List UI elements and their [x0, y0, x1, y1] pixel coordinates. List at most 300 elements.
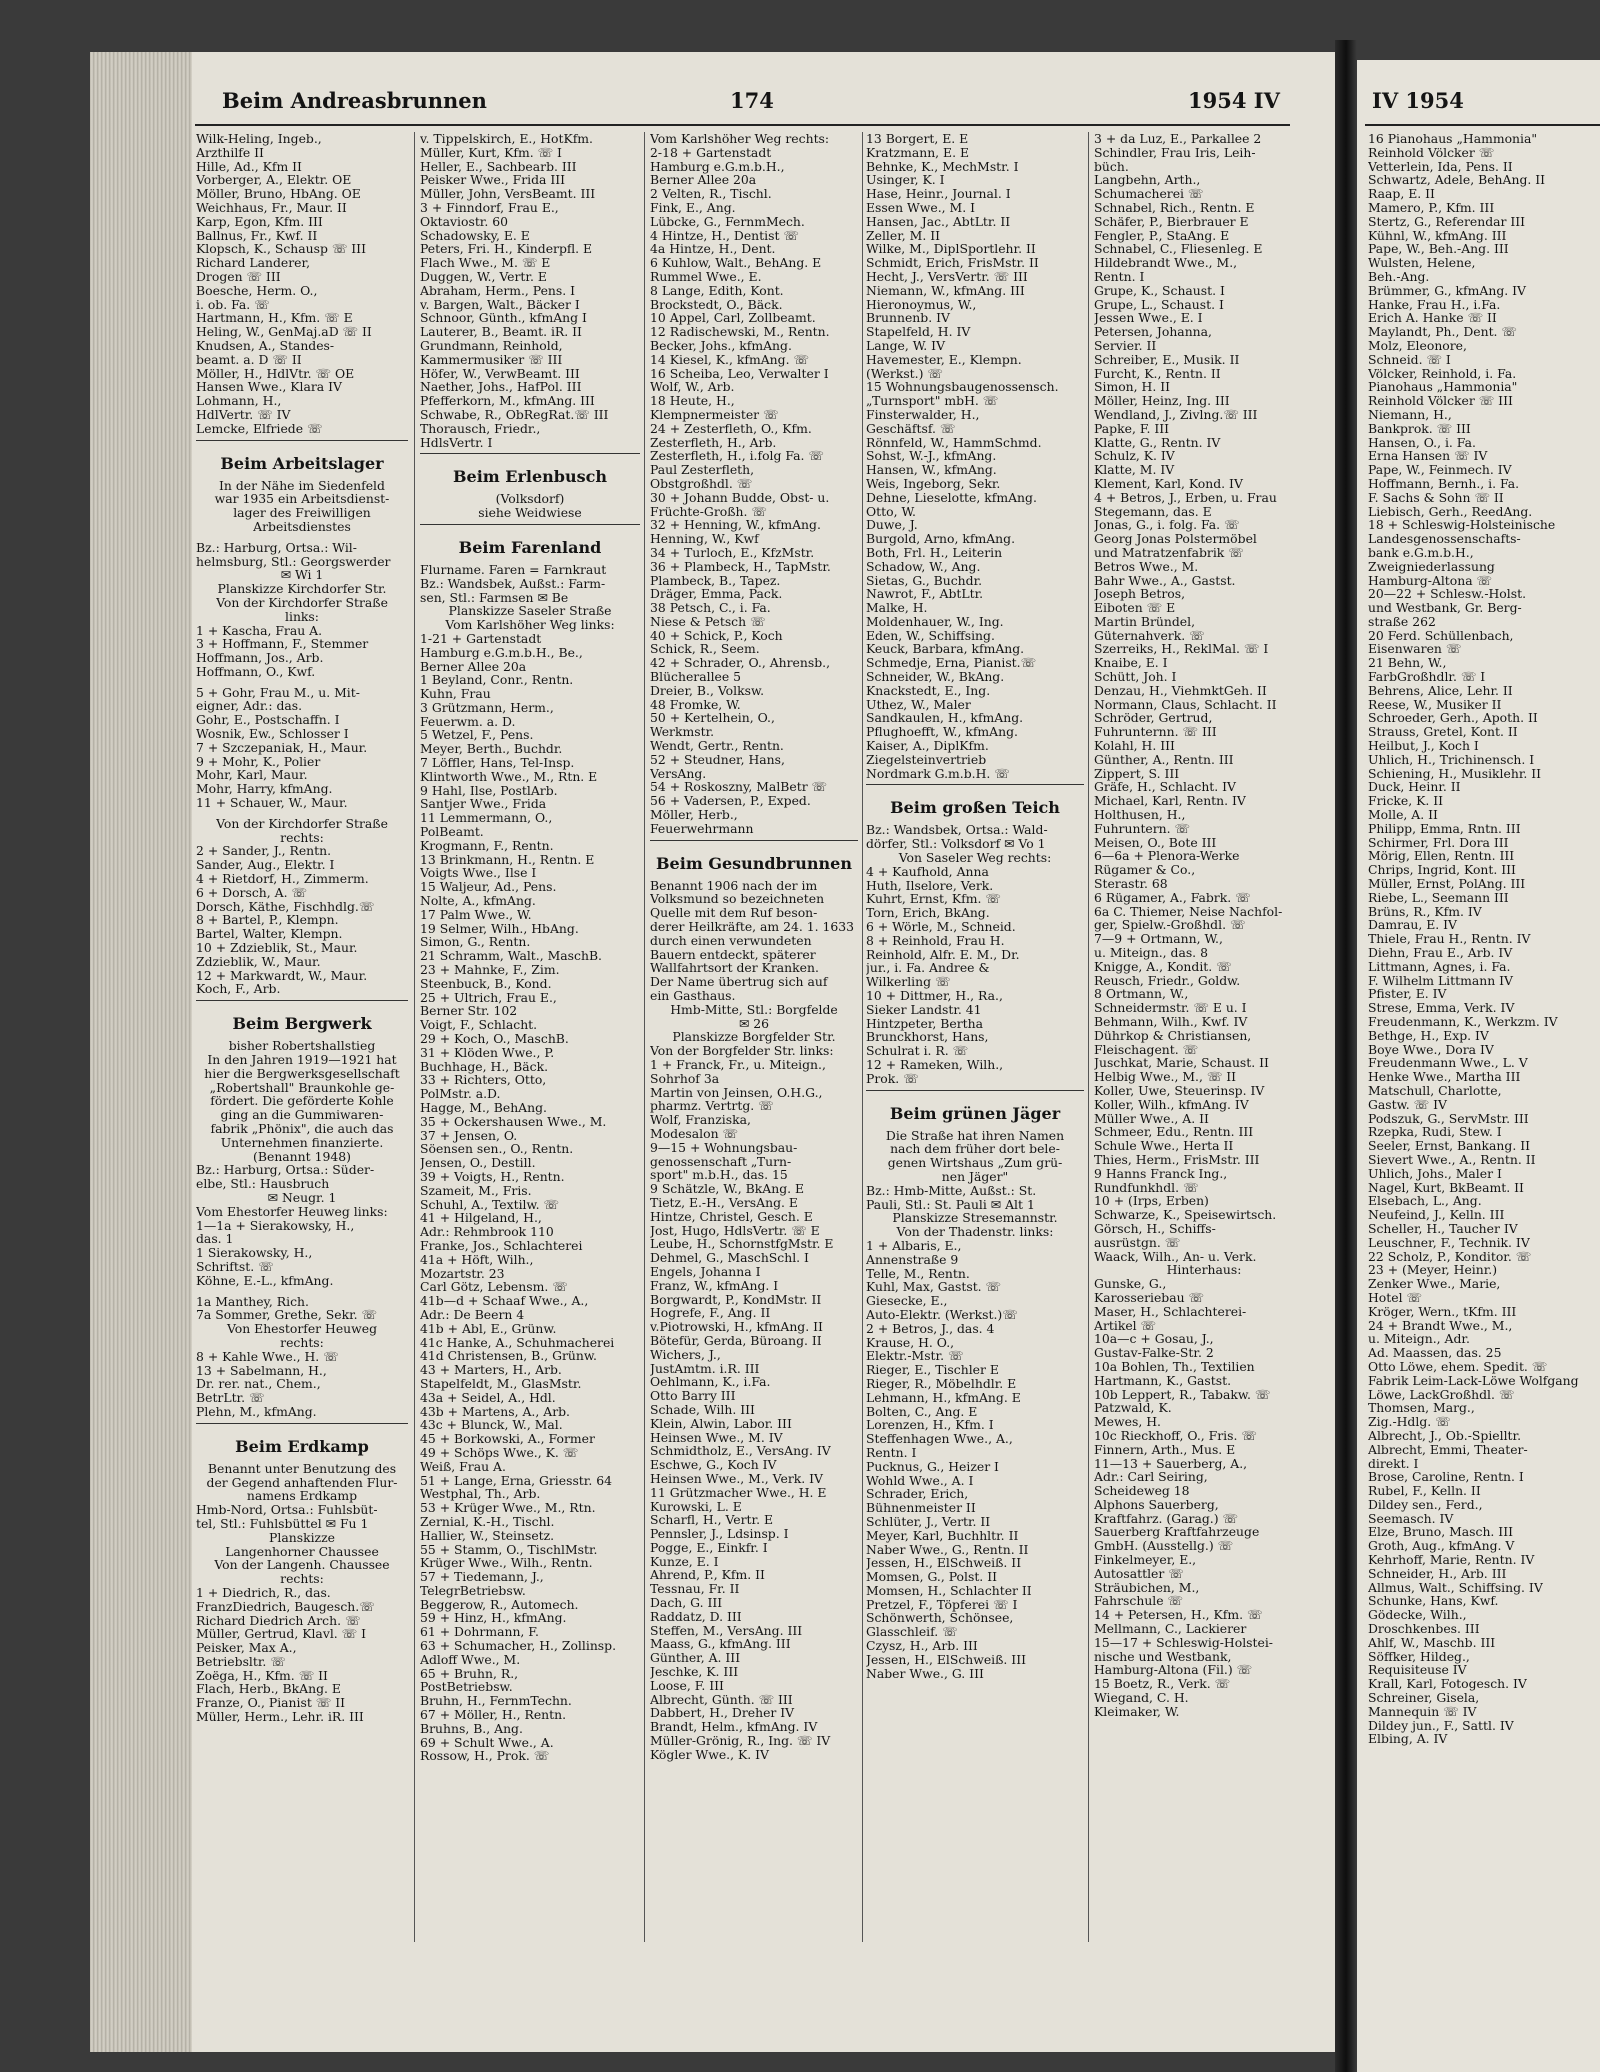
directory-line: Sandkaulen, H., kfmAng. — [866, 710, 1024, 726]
directory-line: Henning, W., Kwf — [650, 531, 759, 547]
directory-line: Adr.: Carl Seiring, — [1094, 1469, 1208, 1485]
directory-line: Fengler, P., StaAng. E — [1094, 227, 1230, 243]
directory-line: 10c Rieckhoff, O., Fris. ☏ — [1094, 1427, 1257, 1443]
directory-line: Hamburg-Altona ☏ — [1368, 572, 1493, 588]
directory-line: 19 Selmer, Wilh., HbAng. — [420, 920, 579, 936]
directory-line: Petersen, Johanna, — [1094, 324, 1212, 340]
directory-line: Schmedje, Erna, Pianist.☏ — [866, 655, 1037, 671]
section-divider — [196, 1423, 408, 1432]
directory-line: Ballnus, Fr., Kwf. II — [196, 227, 318, 243]
directory-line: Dührkop & Christiansen, — [1094, 1027, 1252, 1043]
directory-line: 9 + Mohr, K., Polier — [196, 753, 321, 769]
directory-line: Hoffmann, O., Kwf. — [196, 663, 316, 679]
directory-line: Knudsen, A., Standes- — [196, 337, 335, 353]
directory-line: 8 Ortmann, W., — [1094, 986, 1189, 1002]
directory-line: fördert. Die geförderte Kohle — [210, 1093, 394, 1109]
directory-line: Artikel ☏ — [1094, 1317, 1157, 1333]
year-marker-left: 1954 IV — [1188, 88, 1280, 113]
directory-line: In der Nähe im Siedenfeld — [219, 477, 385, 493]
directory-line: Thies, Herm., FrisMstr. III — [1094, 1151, 1260, 1167]
directory-line: Havemester, E., Klempn. — [866, 351, 1022, 367]
column-divider — [644, 132, 645, 1942]
directory-line: 36 + Plambeck, H., TapMstr. — [650, 558, 831, 574]
directory-line: 24 + Zesterfleth, O., Kfm. — [650, 420, 812, 436]
directory-column-4 — [866, 132, 1084, 1942]
directory-line: Schnoor, Günth., kfmAng I — [420, 310, 587, 326]
directory-line: Koller, Uwe, Steuerinsp. IV — [1094, 1082, 1265, 1098]
directory-line: Ahrend, P., Kfm. II — [650, 1567, 765, 1583]
directory-line: FarbGroßhdlr. ☏ I — [1368, 669, 1486, 685]
directory-line: 9 Hahl, Ilse, PostlArb. — [420, 782, 558, 798]
directory-line: Betros Wwe., M. — [1094, 558, 1199, 574]
directory-line: Lübcke, G., FernmMech. — [650, 213, 805, 229]
directory-line: 42 + Schrader, O., Ahrensb., — [650, 655, 831, 671]
directory-line: 13 + Sabelmann, H., — [196, 1362, 327, 1378]
directory-line: Scheller, H., Taucher IV — [1368, 1220, 1518, 1236]
directory-line: Loose, F. III — [650, 1677, 724, 1693]
directory-line: Buchhage, H., Bäck. — [420, 1058, 549, 1074]
page-edge — [90, 52, 192, 2052]
directory-line: 12 Radischewski, M., Rentn. — [650, 324, 830, 340]
directory-line: Hotel ☏ — [1368, 1289, 1422, 1305]
directory-line: Borgwardt, P., KondMstr. II — [650, 1291, 822, 1307]
directory-line: Knigge, A., Kondit. ☏ — [1094, 958, 1232, 974]
directory-line: Wosnik, Ew., Schlosser I — [196, 726, 349, 742]
directory-line: Grupe, L., Schaust. I — [1094, 296, 1224, 312]
directory-line: Franz, W., kfmAng. I — [650, 1277, 779, 1293]
directory-line: Rentn. I — [1094, 268, 1145, 284]
directory-line: rechts: — [280, 1571, 324, 1587]
directory-line: Zesterfleth, H., i.folg Fa. ☏ — [650, 448, 824, 464]
directory-line: Niese & Petsch ☏ — [650, 613, 766, 629]
street-heading: Beim Erlenbusch — [453, 467, 607, 487]
directory-line: Naber Wwe., G. III — [866, 1665, 984, 1681]
page-number: 174 — [730, 88, 774, 113]
street-heading: Beim großen Teich — [890, 798, 1060, 818]
directory-line: 11 Grützmacher Wwe., H. E — [650, 1484, 827, 1500]
directory-line: Telle, M., Rentn. — [866, 1265, 970, 1281]
directory-line: Hamburg-Altona (Fil.) ☏ — [1094, 1662, 1253, 1678]
directory-line: Schreiber, E., Musik. II — [1094, 351, 1240, 367]
directory-line: 39 + Voigts, H., Rentn. — [420, 1168, 565, 1184]
directory-line: Hinterhaus: — [1166, 1262, 1242, 1278]
directory-line: Gustav-Falke-Str. 2 — [1094, 1345, 1214, 1361]
directory-line: Heling, W., GenMaj.aD ☏ II — [196, 324, 372, 340]
directory-line: Uthez, W., Maler — [866, 696, 971, 712]
directory-line: Schick, R., Seem. — [650, 641, 760, 657]
directory-line: Jonas, G., i. folg. Fa. ☏ — [1094, 517, 1240, 533]
directory-line: 41b—d + Schaaf Wwe., A., — [420, 1293, 589, 1309]
directory-line: 41 + Hilgeland, H., — [420, 1210, 542, 1226]
directory-line: i. ob. Fa. ☏ — [196, 296, 270, 312]
directory-line: Flach, Herb., BkAng. E — [196, 1681, 341, 1697]
directory-line: u. Miteign., Adr. — [1368, 1331, 1470, 1347]
directory-line: ausrüstgn. ☏ — [1094, 1234, 1181, 1250]
directory-line: 4 + Rietdorf, H., Zimmerm. — [196, 871, 369, 887]
directory-line: Behrens, Alice, Lehr. II — [1368, 682, 1513, 698]
directory-line: 1 + Diedrich, R., das. — [196, 1584, 331, 1600]
directory-line: straße 262 — [1368, 613, 1436, 629]
directory-line: Meyer, Berth., Buchdr. — [420, 741, 563, 757]
directory-line: Zdzieblik, W., Maur. — [196, 953, 321, 969]
directory-line: Klatte, M. IV — [1094, 462, 1175, 478]
directory-line: In den Jahren 1919—1921 hat — [207, 1052, 397, 1068]
directory-line: Gohr, E., Postschaffn. I — [196, 712, 340, 728]
directory-line: Rossow, H., Prok. ☏ — [420, 1748, 550, 1764]
directory-column-2 — [420, 132, 640, 1942]
directory-line: Möller, H., HdlVtr. ☏ OE — [196, 365, 355, 381]
directory-line: Schneider, W., BkAng. — [866, 669, 1005, 685]
directory-line: Fricke, K. II — [1368, 793, 1444, 809]
directory-line: genossenschaft „Turn- — [650, 1153, 792, 1169]
directory-line: Moldenhauer, W., Ing. — [866, 613, 1004, 629]
directory-line: HdlsVertr. I — [420, 434, 493, 450]
directory-line: Schwarze, K., Speisewirtsch. — [1094, 1207, 1277, 1223]
directory-line: 1 + Albaris, E., — [866, 1237, 962, 1253]
directory-line: 13 Brinkmann, H., Rentn. E — [420, 851, 595, 867]
directory-line: v. Bargen, Walt., Bäcker I — [420, 296, 580, 312]
directory-line: Bolten, C., Ang. E — [866, 1403, 978, 1419]
directory-line: Pucknus, G., Heizer I — [866, 1458, 999, 1474]
directory-line: 59 + Hinz, H., kfmAng. — [420, 1610, 567, 1626]
directory-line: Stapelfeld, H. IV — [866, 324, 971, 340]
directory-line: Hildebrandt Wwe., M., — [1094, 255, 1238, 271]
directory-line: Seeler, Ernst, Bankang. II — [1368, 1138, 1530, 1154]
section-divider — [420, 453, 640, 462]
directory-line: Heller, E., Sachbearb. III — [420, 158, 577, 174]
directory-line: ger, Spielw.-Großhdl. ☏ — [1094, 917, 1246, 933]
directory-line: Giesecke, E., — [866, 1293, 948, 1309]
directory-line: 63 + Schumacher, H., Zollinsp. — [420, 1638, 617, 1654]
directory-line: Leuschner, F., Technik. IV — [1368, 1234, 1530, 1250]
directory-line: Niemann, W., kfmAng. III — [866, 282, 1025, 298]
directory-line: Bahr Wwe., A., Gastst. — [1094, 572, 1236, 588]
directory-line: 2 + Betros, J., das. 4 — [866, 1320, 995, 1336]
directory-line: u. Miteign., das. 8 — [1094, 945, 1208, 961]
directory-line: bank e.G.m.b.H., — [1368, 544, 1474, 560]
directory-line: Pape, W., Feinmech. IV — [1368, 462, 1512, 478]
directory-line: Schindler, Frau Iris, Leih- — [1094, 144, 1256, 160]
directory-line: Riebe, L., Seemann III — [1368, 889, 1509, 905]
directory-line: Lemcke, Elfriede ☏ — [196, 420, 323, 436]
directory-line: Raap, E. II — [1368, 186, 1435, 202]
directory-line: 67 + Möller, H., Rentn. — [420, 1707, 567, 1723]
directory-line: Essen Wwe., M. I — [866, 199, 975, 215]
directory-line: 51 + Lange, Erna, Griesstr. 64 — [420, 1472, 612, 1488]
directory-line: 34 + Turloch, E., KfzMstr. — [650, 544, 815, 560]
directory-line: „Turnsport" mbH. ☏ — [866, 393, 999, 409]
directory-line: der Gegend anhaftenden Flur- — [206, 1474, 398, 1490]
directory-line: 5 Wetzel, F., Pens. — [420, 727, 534, 743]
directory-line: Diehn, Frau E., Arb. IV — [1368, 945, 1513, 961]
directory-line: Santjer Wwe., Frida — [420, 796, 547, 812]
directory-line: Boye Wwe., Dora IV — [1368, 1041, 1494, 1057]
directory-line: Schmidtholz, E., VersAng. IV — [650, 1443, 831, 1459]
directory-line: Pflughoefft, W., kfmAng. — [866, 724, 1018, 740]
section-divider — [196, 1000, 408, 1009]
directory-line: PostBetriebsw. — [420, 1679, 513, 1695]
directory-line: Rzepka, Rudi, Stew. I — [1368, 1124, 1502, 1140]
directory-line: 9—15 + Wohnungsbau- — [650, 1139, 798, 1155]
directory-line: 41a + Höft, Wilh., — [420, 1251, 534, 1267]
street-heading: Beim Farenland — [458, 537, 602, 557]
directory-line: Schnabel, Rich., Rentn. E — [1094, 199, 1255, 215]
directory-line: Mellmann, C., Lackierer — [1094, 1621, 1247, 1637]
directory-line: 25 + Ultrich, Frau E., — [420, 989, 557, 1005]
directory-line: Hase, Heinr., Journal. I — [866, 186, 1011, 202]
directory-line: Joseph Betros, — [1094, 586, 1186, 602]
directory-line: Lohmann, H., — [196, 393, 282, 409]
directory-line: Dildey jun., F., Sattl. IV — [1368, 1717, 1514, 1733]
directory-line: 15 Waljeur, Ad., Pens. — [420, 879, 557, 895]
directory-line: Krause, H. O., — [866, 1334, 955, 1350]
directory-line: 13 Borgert, E. E — [866, 132, 969, 146]
directory-line: Hieronoymus, W., — [866, 296, 977, 312]
directory-line: Thiele, Frau H., Rentn. IV — [1368, 931, 1531, 947]
directory-line: 15 Boetz, R., Verk. ☏ — [1094, 1676, 1231, 1692]
directory-line: Hansen Wwe., Klara IV — [196, 379, 342, 395]
directory-line: Sträubichen, M., — [1094, 1579, 1200, 1595]
directory-line: genen Wirtshaus „Zum grü- — [887, 1155, 1063, 1171]
directory-line: Zesterfleth, H., Arb. — [650, 434, 777, 450]
directory-line: Schumacherei ☏ — [1094, 186, 1204, 202]
directory-line: Von der Kirchdorfer Straße — [216, 594, 388, 610]
directory-line: Peisker Wwe., Frida III — [420, 172, 566, 188]
directory-line: siehe Weidwiese — [478, 505, 582, 521]
directory-line: Sauerberg Kraftfahrzeuge — [1094, 1524, 1260, 1540]
directory-line: Brandt, Helm., kfmAng. IV — [650, 1719, 818, 1735]
directory-line: Fuhruntern. ☏ — [1094, 820, 1191, 836]
directory-line: 65 + Bruhn, R., — [420, 1665, 519, 1681]
directory-line: Meyer, Karl, Buchhltr. II — [866, 1527, 1019, 1543]
directory-line: Hogrefe, F., Ang. II — [650, 1305, 771, 1321]
directory-line: Müller, Ernst, PolAng. III — [1368, 876, 1526, 892]
directory-line: 2 Velten, R., Tischl. — [650, 186, 772, 202]
directory-line: Reinhold Völcker ☏ III — [1368, 393, 1513, 409]
directory-line: Rundfunkhdl. ☏ — [1094, 1179, 1199, 1195]
directory-line: 41c Hanke, A., Schuhmacherei — [420, 1334, 615, 1350]
directory-line: 6 Rügamer, A., Fabrk. ☏ — [1094, 889, 1251, 905]
directory-line: Hmb-Mitte, Stl.: Borgfelde — [670, 1001, 838, 1017]
directory-line: 57 + Tiedemann, J., — [420, 1569, 544, 1585]
directory-line: Kuhn, Frau — [420, 686, 491, 702]
directory-line: Arzthilfe II — [196, 144, 264, 160]
directory-line: 20—22 + Schlesw.-Holst. — [1368, 586, 1527, 602]
directory-line: Zernial, K.-H., Tischl. — [420, 1513, 555, 1529]
directory-line: Klement, Karl, Kond. IV — [1094, 475, 1243, 491]
directory-line: 52 + Steudner, Hans, — [650, 751, 785, 767]
directory-line: Kleimaker, W. — [1094, 1703, 1180, 1719]
directory-line: Juschkat, Marie, Schaust. II — [1094, 1055, 1269, 1071]
directory-line: 2-18 + Gartenstadt — [650, 144, 772, 160]
directory-line: Knaibe, E. I — [1094, 655, 1168, 671]
directory-line: PolBeamt. — [420, 824, 484, 840]
directory-line: Albrecht, Emmi, Theater- — [1368, 1441, 1528, 1457]
directory-line: Lauterer, B., Beamt. iR. II — [420, 324, 582, 340]
directory-line: Carl Götz, Lebensm. ☏ — [420, 1279, 568, 1295]
directory-line: 69 + Schult Wwe., A. — [420, 1734, 554, 1750]
directory-line: Bötefür, Gerda, Büroang. II — [650, 1332, 822, 1348]
directory-line: Bz.: Hmb-Mitte, Außst.: St. — [866, 1182, 1037, 1198]
directory-line: helmsburg, Stl.: Georgswerder — [196, 553, 391, 569]
directory-line: jur., i. Fa. Andree & — [866, 960, 990, 976]
directory-line: Richard Diedrich Arch. ☏ — [196, 1612, 361, 1628]
directory-line: Benannt unter Benutzung des — [207, 1460, 397, 1476]
directory-line: Maser, H., Schlachterei- — [1094, 1303, 1247, 1319]
directory-line: Klintworth Wwe., M., Rtn. E — [420, 768, 598, 784]
directory-line: Uhlich, H., Trichinensch. I — [1368, 751, 1535, 767]
directory-line: Uhlich, Johs., Maler I — [1368, 1165, 1502, 1181]
directory-line: Reese, W., Musiker II — [1368, 696, 1502, 712]
directory-line: Zoëga, H., Kfm. ☏ II — [196, 1667, 328, 1683]
directory-line: Stapelfeldt, M., GlasMstr. — [420, 1375, 582, 1391]
directory-line: Klopsch, K., Schausp ☏ III — [196, 241, 366, 257]
directory-line: Jessen Wwe., E. I — [1094, 310, 1203, 326]
directory-line: Schirmer, Frl. Dora III — [1368, 834, 1509, 850]
directory-line: Wendland, J., Zivlng.☏ III — [1094, 406, 1258, 422]
directory-line: nische und Westbank, — [1094, 1648, 1232, 1664]
directory-line: Von der Langenh. Chaussee — [214, 1557, 390, 1573]
directory-line: Bz.: Wandsbek, Außst.: Farm- — [420, 575, 606, 591]
directory-line: Eisenwaren ☏ — [1368, 641, 1462, 657]
directory-line: 1 Beyland, Conr., Rentn. — [420, 672, 574, 688]
directory-line: 49 + Schöps Wwe., K. ☏ — [420, 1444, 579, 1460]
directory-line: Kraftfahrz. (Garag.) ☏ — [1094, 1510, 1238, 1526]
directory-line: Feuerwm. a. D. — [420, 713, 516, 729]
directory-line: 24 + Brandt Wwe., M., — [1368, 1317, 1513, 1333]
directory-line: 1—1a + Sierakowsky, H., — [196, 1217, 355, 1233]
directory-line: Görsch, H., Schiffs- — [1094, 1220, 1216, 1236]
directory-line: Müller-Grönig, R., Ing. ☏ IV — [650, 1733, 831, 1749]
directory-line: Werkmstr. — [650, 724, 715, 740]
directory-line: 48 Fromke, W. — [650, 696, 741, 712]
directory-line: 10 + Zdzieblik, St., Maur. — [196, 940, 358, 956]
directory-line: 43 + Marters, H., Arb. — [420, 1362, 562, 1378]
directory-line: Gräfe, H., Schlacht. IV — [1094, 779, 1237, 795]
directory-line: Dach, G. III — [650, 1595, 723, 1611]
directory-line: Von Saseler Weg rechts: — [898, 850, 1052, 866]
directory-line: Schiening, H., Musiklehr. II — [1368, 765, 1542, 781]
directory-line: Nawrot, F., AbtLtr. — [866, 586, 984, 602]
directory-line: 40 + Schick, P., Koch — [650, 627, 783, 643]
directory-line: Möller, Herb., — [650, 807, 738, 823]
directory-line: Helbig Wwe., M., ☏ II — [1094, 1069, 1237, 1085]
directory-line: 3 + da Luz, E., Parkallee 2 — [1094, 132, 1262, 146]
directory-line: Zig.-Hdlg. ☏ — [1368, 1414, 1451, 1430]
directory-line: 23 + Mahnke, F., Zim. — [420, 962, 560, 978]
directory-line: 37 + Jensen, O. — [420, 1127, 518, 1143]
directory-line: Szerreiks, H., ReklMal. ☏ I — [1094, 641, 1269, 657]
directory-line: Adloff Wwe., M. — [420, 1651, 521, 1667]
directory-line: Kehrhoff, Marie, Rentn. IV — [1368, 1552, 1535, 1568]
directory-line: Henke Wwe., Martha III — [1368, 1069, 1521, 1085]
directory-line: Schroeder, Gerh., Apoth. II — [1368, 710, 1538, 726]
directory-line: Franke, Jos., Schlachterei — [420, 1237, 583, 1253]
directory-line: Simon, G., Rentn. — [420, 934, 531, 950]
directory-line: Zeller, M. II — [866, 227, 940, 243]
directory-line: Abraham, Herm., Pens. I — [420, 282, 576, 298]
directory-line: 3 + Finndorf, Frau E., — [420, 199, 559, 215]
directory-line: Sohst, W.-J., kfmAng. — [866, 448, 997, 464]
directory-line: JustAmtm. i.R. III — [650, 1360, 760, 1376]
directory-line: Schütt, Joh. I — [1094, 669, 1177, 685]
directory-line: links: — [285, 608, 319, 624]
directory-line: Brümmer, G., kfmAng. IV — [1368, 282, 1526, 298]
directory-line: Czysz, H., Arb. III — [866, 1638, 978, 1654]
directory-line: Rieger, R., Möbelhdlr. E — [866, 1375, 1017, 1391]
directory-line: Dabbert, H., Dreher IV — [650, 1705, 795, 1721]
directory-line: Bethge, H., Exp. IV — [1368, 1027, 1489, 1043]
directory-line: Brose, Caroline, Rentn. I — [1368, 1469, 1524, 1485]
directory-line: Finsterwalder, H., — [866, 406, 980, 422]
directory-line: 22 Scholz, P., Konditor. ☏ — [1368, 1248, 1532, 1264]
directory-line: Peisker, Max A., — [196, 1640, 297, 1656]
directory-line: Malke, H. — [866, 600, 928, 616]
directory-line: Mohr, Harry, kfmAng. — [196, 781, 333, 797]
directory-line: Jensen, O., Destill. — [420, 1155, 536, 1171]
directory-line: Matschull, Charlotte, — [1368, 1082, 1502, 1098]
directory-line: Thorausch, Friedr., — [420, 420, 541, 436]
directory-line: Sterastr. 68 — [1094, 876, 1168, 892]
directory-line: Michael, Karl, Rentn. IV — [1094, 793, 1246, 809]
directory-line: und Westbank, Gr. Berg- — [1368, 600, 1522, 616]
directory-line: Scheideweg 18 — [1094, 1483, 1190, 1499]
directory-line: Naber Wwe., G., Rentn. II — [866, 1541, 1029, 1557]
directory-line: Schnabel, C., Fliesenleg. E — [1094, 241, 1263, 257]
directory-line: Oktaviostr. 60 — [420, 213, 508, 229]
directory-line: Adr.: De Beern 4 — [420, 1306, 525, 1322]
directory-line: GmbH. (Ausstellg.) ☏ — [1094, 1538, 1234, 1554]
directory-line: Klein, Alwin, Labor. III — [650, 1415, 792, 1431]
directory-line: Wulsten, Helene, — [1368, 255, 1476, 271]
header-rule — [195, 124, 1290, 126]
directory-line: 54 + Roskoszny, MalBetr ☏ — [650, 779, 828, 795]
directory-line: Ad. Maassen, das. 25 — [1368, 1345, 1502, 1361]
directory-line: Kuhl, Max, Gastst. ☏ — [866, 1279, 1002, 1295]
directory-line: Kratzmann, E. E — [866, 144, 970, 160]
directory-line: Mannequin ☏ IV — [1368, 1703, 1477, 1719]
directory-line: Grupe, K., Schaust. I — [1094, 282, 1225, 298]
section-divider — [196, 440, 408, 449]
directory-line: Geschäftsf. ☏ — [866, 420, 956, 436]
directory-line: Becker, Johs., kfmAng. — [650, 337, 792, 353]
directory-line: Berner Allee 20a — [650, 172, 757, 188]
directory-line: Benannt 1906 nach der im — [650, 877, 818, 893]
directory-line: Podszuk, G., ServMstr. III — [1368, 1110, 1529, 1126]
directory-line: Wilkerling ☏ — [866, 974, 951, 990]
directory-line: Duggen, W., Vertr. E — [420, 268, 547, 284]
directory-line: Hoffmann, Jos., Arb. — [196, 650, 324, 666]
directory-line: Gastw. ☏ IV — [1368, 1096, 1447, 1112]
directory-line: Hmb-Nord, Ortsa.: Fuhlsbüt- — [196, 1502, 378, 1518]
directory-line: Erich A. Hanke ☏ II — [1368, 310, 1497, 326]
directory-line: bisher Robertshallstieg — [228, 1038, 376, 1054]
directory-line: Sieker Landstr. 41 — [866, 1001, 982, 1017]
directory-line: Weichhaus, Fr., Maur. II — [196, 199, 347, 215]
directory-line: nen Jäger" — [941, 1168, 1009, 1184]
directory-line: F. Wilhelm Littmann IV — [1368, 972, 1513, 988]
directory-line: 5 + Gohr, Frau M., u. Mit- — [196, 684, 360, 700]
directory-line: durch einen verwundeten — [650, 932, 812, 948]
directory-line: Krall, Karl, Fotogesch. IV — [1368, 1676, 1527, 1692]
directory-line: Glasschleif. ☏ — [866, 1624, 958, 1640]
directory-line: Löwe, LackGroßhdl. ☏ — [1368, 1386, 1515, 1402]
directory-line: Hintze, Christel, Gesch. E — [650, 1208, 813, 1224]
directory-line: Momsen, G., Polst. II — [866, 1569, 997, 1585]
directory-line: Planskizze Saseler Straße — [448, 603, 612, 619]
directory-line: 9 Schätzle, W., BkAng. E — [650, 1181, 805, 1197]
directory-line: Planskizze Stresemannstr. — [892, 1210, 1058, 1226]
